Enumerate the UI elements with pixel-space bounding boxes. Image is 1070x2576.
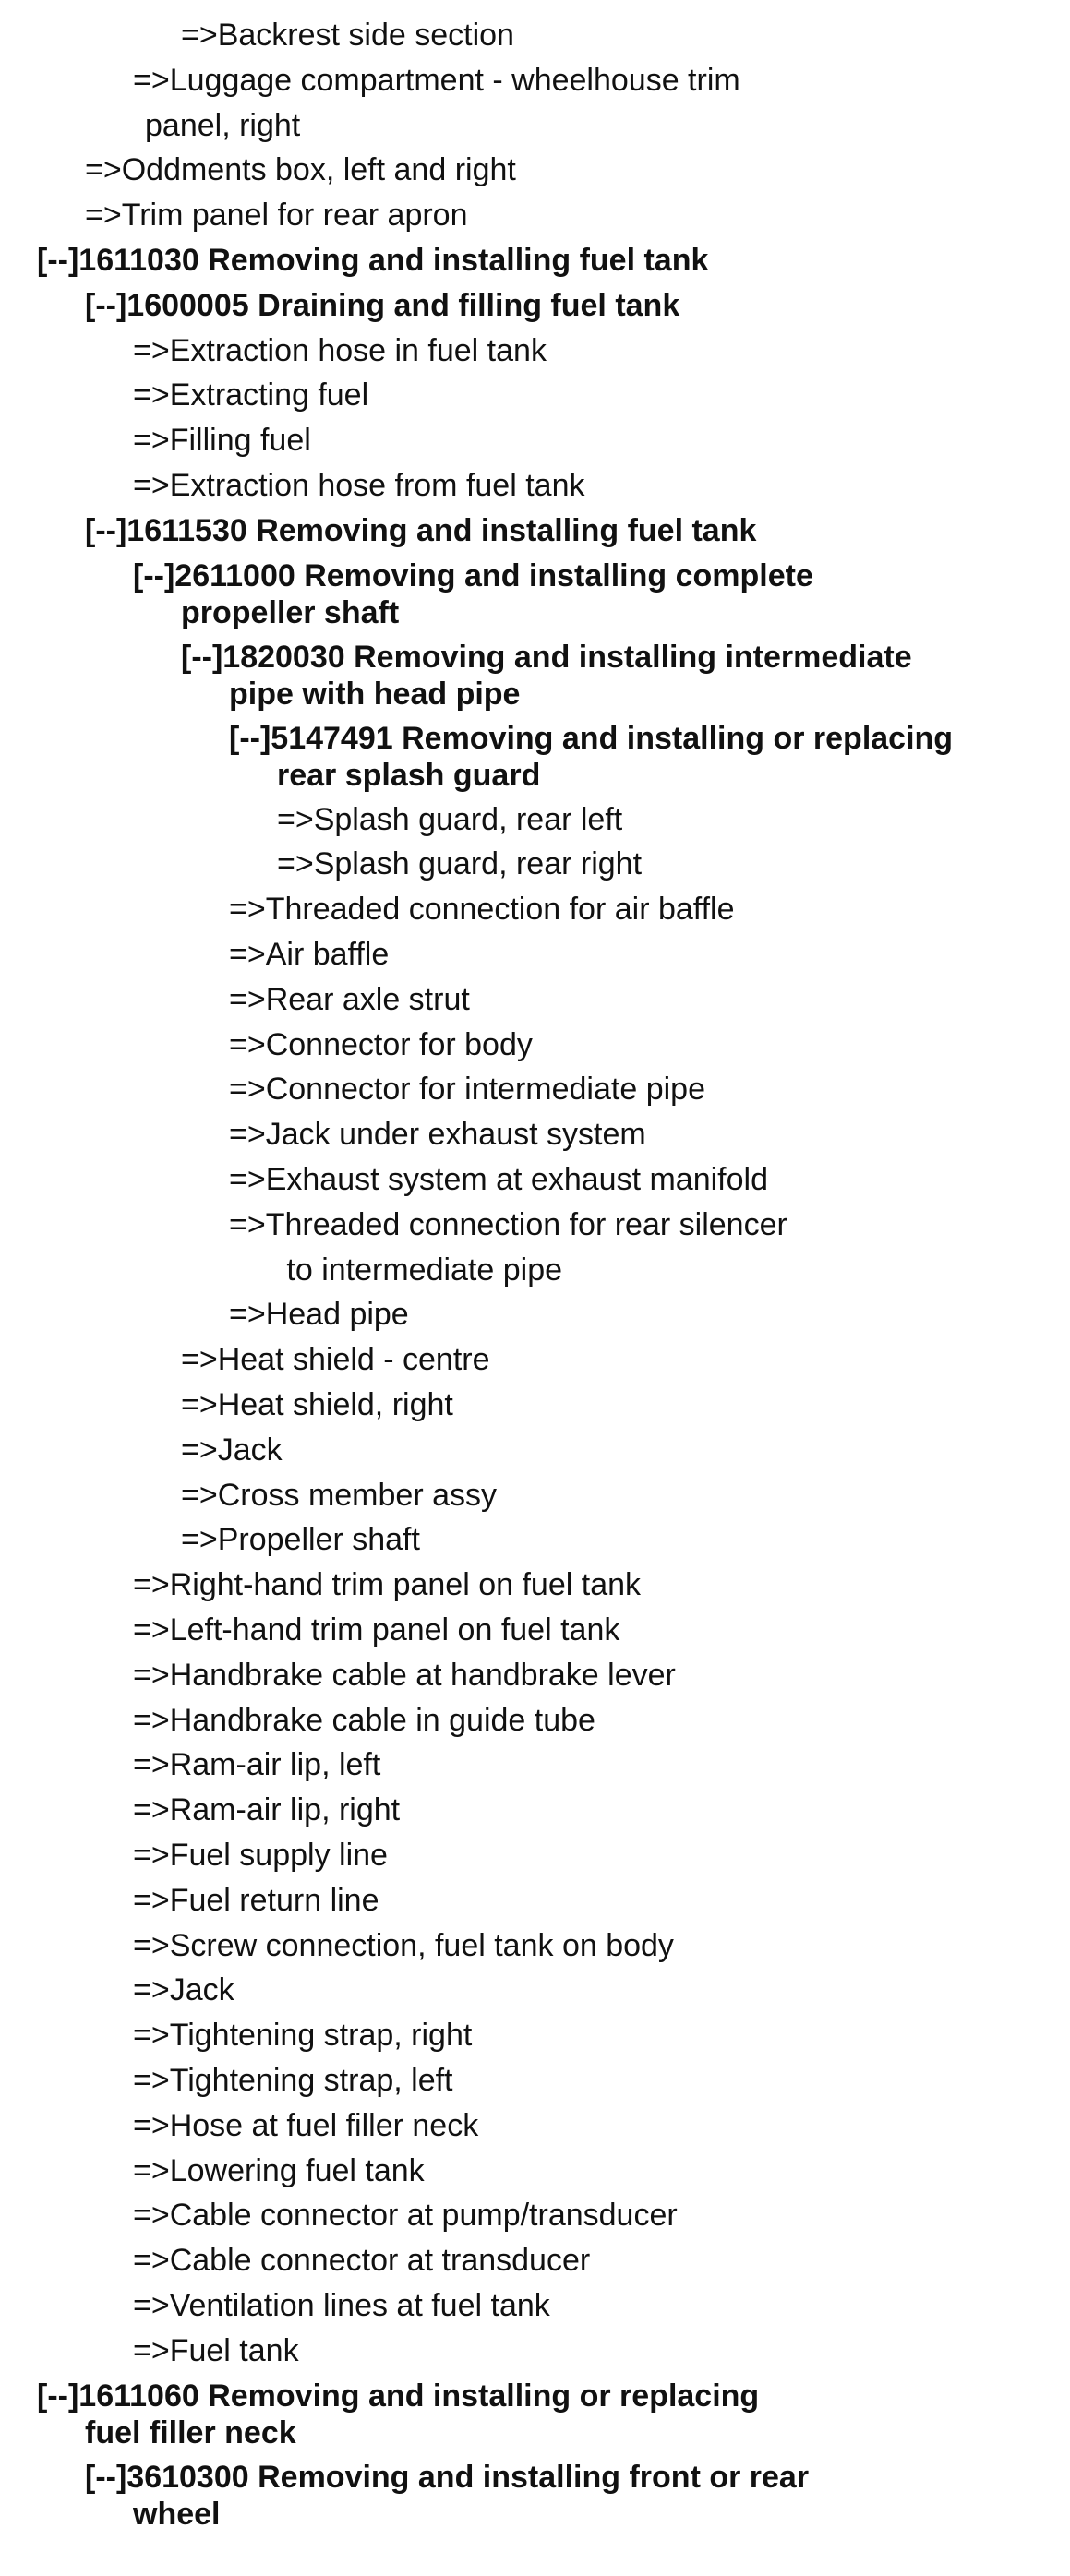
procedure-step [229,1206,1070,1243]
procedure-step [181,17,1070,54]
procedure-step [277,845,1070,882]
procedure-heading-text: [--]1820030 Removing and installing intermediate [181,639,912,675]
procedure-step-text: =>Cross member assy [181,1477,497,1513]
procedure-step [229,1296,1070,1333]
procedure-heading [181,639,1070,713]
procedure-step [181,1341,1070,1378]
procedure-heading-text: [--]1611060 Removing and installing or replacing [37,2378,760,2414]
procedure-step-text: =>Heat shield - centre [181,1342,490,1378]
procedure-step [229,1026,1070,1063]
procedure-step [133,332,1070,369]
procedure-step [133,1791,1070,1828]
procedure-step [229,1116,1070,1153]
procedure-step [229,936,1070,973]
procedure-step-text: =>Right-hand trim panel on fuel tank [133,1567,642,1603]
procedure-step-text: panel, right [145,107,301,143]
procedure-step [133,1746,1070,1783]
procedure-heading-text: [--]3610300 Removing and installing front or rear [85,2459,810,2495]
procedure-step-text: =>Connector for intermediate pipe [229,1072,705,1108]
procedure-step [133,377,1070,413]
procedure-step [133,2242,1070,2279]
procedure-heading-text: [--]2611000 Removing and installing complete [133,557,813,593]
procedure-step-text: =>Tightening strap, right [133,2018,473,2054]
procedure-step [133,1882,1070,1919]
procedure-step-text: =>Threaded connection for rear silencer [229,1206,787,1242]
procedure-step [133,2287,1070,2324]
procedure-heading-text: [--]5147491 Removing and installing or replacing [229,720,954,756]
procedure-step-text: =>Ventilation lines at fuel tank [133,2288,550,2323]
procedure-heading-text: [--]1600005 Draining and filling fuel tank [85,287,680,323]
procedure-step [133,1971,1070,2008]
procedure-step-text: =>Trim panel for rear apron [85,198,468,234]
procedure-step [133,1611,1070,1648]
procedure-step-text: =>Cable connector at transducer [133,2243,591,2279]
procedure-step [133,2152,1070,2189]
procedure-step-text: =>Jack under exhaust system [229,1117,646,1153]
procedure-step-text: =>Backrest side section [181,18,514,53]
procedure-step-text: =>Rear axle strut [229,981,470,1017]
procedure-step [181,1521,1070,1558]
procedure-step-text: =>Extraction hose from fuel tank [133,468,585,503]
procedure-heading-text: [--]1611530 Removing and installing fuel tank [85,512,757,548]
procedure-step-text: =>Fuel tank [133,2332,299,2368]
procedure-step-text: =>Handbrake cable in guide tube [133,1702,595,1738]
procedure-step-text: =>Hose at fuel filler neck [133,2107,479,2143]
procedure-step-text: =>Jack [181,1432,283,1468]
procedure-step [133,2332,1070,2369]
procedure-step [229,1161,1070,1198]
procedure-step-text: =>Head pipe [229,1297,409,1333]
procedure-heading [37,242,1070,279]
procedure-heading-continuation: wheel [133,2496,221,2532]
procedure-step [133,1837,1070,1874]
procedure-step-text: =>Splash guard, rear right [277,846,643,882]
procedure-step [133,1702,1070,1739]
procedure-step [229,891,1070,928]
procedure-step [181,1386,1070,1423]
procedure-heading-continuation: propeller shaft [181,594,400,630]
procedure-heading-text: [--]1611030 Removing and installing fuel tank [37,243,709,278]
procedure-step [286,1252,1070,1288]
procedure-step-text: =>Tightening strap, left [133,2063,453,2098]
procedure-step-text: =>Extraction hose in fuel tank [133,332,547,368]
procedure-step [133,62,1070,99]
procedure-heading [85,512,1070,549]
procedure-step-text: =>Fuel return line [133,1882,379,1918]
procedure-step [133,2062,1070,2099]
procedure-step-text: =>Heat shield, right [181,1387,453,1422]
procedure-heading-continuation: fuel filler neck [85,2414,296,2450]
procedure-step-text: =>Screw connection, fuel tank on body [133,1927,674,1963]
procedure-step-text: =>Air baffle [229,937,390,972]
procedure-heading-continuation: pipe with head pipe [229,676,521,712]
procedure-step-text: =>Oddments box, left and right [85,152,516,188]
procedure-step-text: =>Luggage compartment - wheelhouse trim [133,62,740,98]
procedure-step-text: =>Filling fuel [133,423,311,459]
procedure-step [133,467,1070,504]
procedure-heading [133,557,1070,631]
procedure-step-text: =>Jack [133,1972,234,2008]
procedure-step-text: =>Left-hand trim panel on fuel tank [133,1612,620,1647]
procedure-step-text: =>Propeller shaft [181,1522,420,1558]
procedure-step [277,801,1070,838]
procedure-step [133,422,1070,459]
procedure-step [181,1477,1070,1514]
procedure-step [181,1432,1070,1468]
procedure-step [133,1566,1070,1603]
procedure-step-text: =>Handbrake cable at handbrake lever [133,1657,676,1693]
procedure-step [133,1657,1070,1694]
procedure-step-text: =>Lowering fuel tank [133,2152,425,2188]
procedure-heading-continuation: rear splash guard [277,757,541,793]
procedure-step-text: =>Ram-air lip, left [133,1747,381,1783]
procedure-step [229,1071,1070,1108]
procedure-heading [85,287,1070,324]
procedure-step-text: to intermediate pipe [286,1252,563,1288]
procedure-heading [37,2378,1070,2451]
procedure-step [229,981,1070,1018]
procedure-step-text: =>Extracting fuel [133,377,369,413]
procedure-step-text: =>Threaded connection for air baffle [229,892,735,928]
procedure-step-text: =>Exhaust system at exhaust manifold [229,1162,768,1197]
procedure-step-text: =>Cable connector at pump/transducer [133,2198,678,2234]
procedure-heading [85,2459,1070,2533]
procedure-heading [229,720,1070,794]
procedure-step-text: =>Splash guard, rear left [277,801,623,837]
procedure-step [133,1927,1070,1964]
procedure-step-text: =>Connector for body [229,1026,533,1062]
procedure-step [85,151,1070,188]
procedure-step [145,107,1070,144]
procedure-step-text: =>Ram-air lip, right [133,1792,401,1828]
procedure-step [133,2197,1070,2234]
procedure-step [85,197,1070,234]
procedure-step-text: =>Fuel supply line [133,1838,388,1873]
procedure-step [133,2107,1070,2144]
procedure-step [133,2017,1070,2054]
